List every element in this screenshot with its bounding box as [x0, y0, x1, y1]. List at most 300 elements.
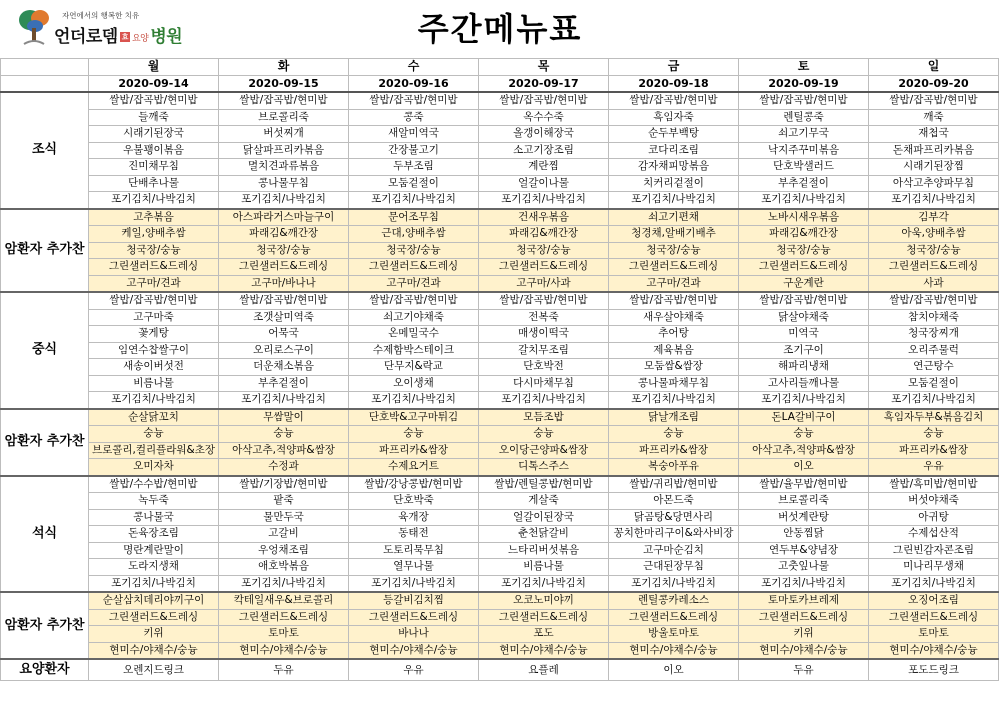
menu-cell: 추어탕: [609, 326, 739, 343]
hospital-name-part1: 언더로뎀: [54, 27, 118, 47]
menu-cell: 포기김치/나박김치: [89, 192, 219, 209]
menu-row: [1, 309, 999, 326]
menu-cell: 쌀밥/잡곡밥/현미밥: [349, 92, 479, 109]
date-header: 2020-09-15: [219, 75, 349, 92]
menu-cell: 포기김치/나박김치: [219, 192, 349, 209]
menu-cell: 숭늉: [349, 426, 479, 443]
menu-cell: 수제요거트: [349, 459, 479, 476]
menu-cell: 돈LA갈비구이: [739, 409, 869, 426]
menu-cell: 청국장/숭늉: [739, 242, 869, 259]
menu-cell: 현미수/야채수/숭늉: [89, 642, 219, 659]
menu-cell: 디톡스주스: [479, 459, 609, 476]
day-header: 목: [479, 59, 609, 76]
menu-cell: 열무나물: [349, 559, 479, 576]
menu-cell: 간장불고기: [349, 142, 479, 159]
menu-row: [1, 326, 999, 343]
menu-cell: 멸치견과류볶음: [219, 159, 349, 176]
menu-cell: 그린샐러드&드레싱: [479, 609, 609, 626]
menu-cell: 파래김&깨간장: [219, 226, 349, 243]
menu-cell: 포기김치/나박김치: [869, 392, 999, 409]
menu-cell: 포기김치/나박김치: [869, 192, 999, 209]
menu-cell: 쌀밥/렌틸콩밥/현미밥: [479, 476, 609, 493]
meal-label: 암환자 추가찬: [1, 592, 89, 659]
menu-row: [1, 192, 999, 209]
menu-cell: 올갱이해장국: [479, 126, 609, 143]
menu-cell: 숭늉: [609, 426, 739, 443]
menu-cell: 포기김치/나박김치: [349, 392, 479, 409]
menu-cell: 파래김&깨간장: [479, 226, 609, 243]
menu-cell: 브로콜리죽: [739, 493, 869, 510]
date-header: 2020-09-17: [479, 75, 609, 92]
meal-label: 조식: [1, 92, 89, 209]
menu-cell: 버섯계란탕: [739, 509, 869, 526]
menu-cell: 키위: [739, 626, 869, 643]
menu-cell: 들깨죽: [89, 109, 219, 126]
menu-cell: 그린샐러드&드레싱: [739, 609, 869, 626]
date-header: 2020-09-14: [89, 75, 219, 92]
menu-cell: 얼갈이된장국: [479, 509, 609, 526]
menu-row: [1, 392, 999, 409]
menu-cell: 콩죽: [349, 109, 479, 126]
menu-row: [1, 342, 999, 359]
menu-cell: 바나나: [349, 626, 479, 643]
menu-cell: 그린샐러드&드레싱: [219, 609, 349, 626]
menu-cell: 안동찜닭: [739, 526, 869, 543]
menu-cell: 쌀밥/잡곡밥/현미밥: [609, 92, 739, 109]
menu-cell: 닭살파프리카볶음: [219, 142, 349, 159]
menu-cell: 그린샐러드&드레싱: [869, 609, 999, 626]
menu-cell: 수제함박스테이크: [349, 342, 479, 359]
menu-cell: 포기김치/나박김치: [89, 392, 219, 409]
menu-row: [1, 175, 999, 192]
date-header-row: [1, 75, 999, 92]
menu-cell: 현미수/야채수/숭늉: [219, 642, 349, 659]
menu-cell: 아몬드죽: [609, 493, 739, 510]
menu-cell: 돈육장조림: [89, 526, 219, 543]
menu-cell: 동태전: [349, 526, 479, 543]
menu-cell: 단호박&고구마튀김: [349, 409, 479, 426]
page-title: 주간메뉴표: [417, 10, 583, 48]
menu-cell: 그린샐러드&드레싱: [219, 259, 349, 276]
menu-cell: 청국장/숭늉: [89, 242, 219, 259]
menu-row: [1, 259, 999, 276]
menu-cell: 쌀밥/율무밥/현미밥: [739, 476, 869, 493]
menu-cell: 요플레: [479, 659, 609, 681]
menu-row: [1, 626, 999, 643]
menu-row: [1, 459, 999, 476]
menu-row: [1, 409, 999, 426]
menu-cell: 청국장/숭늉: [869, 242, 999, 259]
logo-tagline: 자연에서의 행복한 치유: [62, 11, 140, 20]
menu-cell: 현미수/야채수/숭늉: [609, 642, 739, 659]
menu-cell: 얼갈이나물: [479, 175, 609, 192]
menu-cell: 단호박샐러드: [739, 159, 869, 176]
day-header: 금: [609, 59, 739, 76]
menu-cell: 콩나물파채무침: [609, 375, 739, 392]
menu-cell: 키위: [89, 626, 219, 643]
menu-cell: 포기김치/나박김치: [349, 575, 479, 592]
menu-cell: 우엉채조림: [219, 542, 349, 559]
menu-row: [1, 659, 999, 681]
menu-cell: 꽁치한마리구이&와사비장: [609, 526, 739, 543]
menu-cell: 고구마/사과: [479, 275, 609, 292]
menu-cell: 쌀밥/잡곡밥/현미밥: [89, 92, 219, 109]
menu-cell: 아삭고추,적양파&쌈장: [739, 442, 869, 459]
menu-cell: 그린샐러드&드레싱: [89, 609, 219, 626]
menu-row: [1, 292, 999, 309]
menu-cell: 단배추나물: [89, 175, 219, 192]
menu-cell: 오이당근양파&쌈장: [479, 442, 609, 459]
menu-cell: 숭늉: [219, 426, 349, 443]
menu-cell: 쌀밥/수수밥/현미밥: [89, 476, 219, 493]
menu-cell: 그린샐러드&드레싱: [609, 609, 739, 626]
hospital-name-part2: 병원: [150, 27, 183, 47]
menu-cell: 순살닭꼬치: [89, 409, 219, 426]
menu-cell: 그린샐러드&드레싱: [89, 259, 219, 276]
menu-row: [1, 142, 999, 159]
menu-cell: 포기김치/나박김치: [609, 575, 739, 592]
menu-row: [1, 642, 999, 659]
menu-cell: 고구마/견과: [349, 275, 479, 292]
menu-cell: 오렌지드링크: [89, 659, 219, 681]
menu-cell: 쇠고기야채죽: [349, 309, 479, 326]
menu-cell: 케일,양배추쌈: [89, 226, 219, 243]
menu-row: [1, 476, 999, 493]
menu-cell: 연근탕수: [869, 359, 999, 376]
menu-cell: 구운계란: [739, 275, 869, 292]
menu-cell: 녹두죽: [89, 493, 219, 510]
menu-cell: 현미수/야채수/숭늉: [349, 642, 479, 659]
menu-cell: 포기김치/나박김치: [609, 392, 739, 409]
menu-cell: 두부조림: [349, 159, 479, 176]
meal-label: 요양환자: [1, 659, 89, 681]
menu-cell: 렌틸콩카레소스: [609, 592, 739, 609]
menu-cell: 칵테일새우&브로콜리: [219, 592, 349, 609]
menu-cell: 쌀밥/잡곡밥/현미밥: [89, 292, 219, 309]
menu-row: [1, 509, 999, 526]
menu-cell: 육개장: [349, 509, 479, 526]
menu-cell: 청국장찌개: [869, 326, 999, 343]
menu-row: [1, 575, 999, 592]
menu-cell: 옥수수죽: [479, 109, 609, 126]
menu-cell: 도토리묵무침: [349, 542, 479, 559]
date-header: 2020-09-20: [869, 75, 999, 92]
menu-cell: 임연수찹쌀구이: [89, 342, 219, 359]
menu-cell: 미나리무생채: [869, 559, 999, 576]
menu-cell: 등갈비김치찜: [349, 592, 479, 609]
menu-row: [1, 92, 999, 109]
menu-row: [1, 109, 999, 126]
menu-cell: 제육볶음: [609, 342, 739, 359]
date-header: 2020-09-19: [739, 75, 869, 92]
menu-cell: 돈채파프리카볶음: [869, 142, 999, 159]
menu-cell: 그린샐러드&드레싱: [609, 259, 739, 276]
menu-row: [1, 559, 999, 576]
menu-cell: 물만두국: [219, 509, 349, 526]
menu-cell: 흑임자죽: [609, 109, 739, 126]
menu-cell: 렌틸콩죽: [739, 109, 869, 126]
menu-cell: 고구마죽: [89, 309, 219, 326]
menu-row: [1, 542, 999, 559]
menu-cell: 꽃게탕: [89, 326, 219, 343]
menu-row: [1, 609, 999, 626]
corner-cell: [1, 75, 89, 92]
menu-cell: 단호박전: [479, 359, 609, 376]
menu-cell: 새송이버섯전: [89, 359, 219, 376]
menu-cell: 김부각: [869, 209, 999, 226]
menu-cell: 청경채,알배기배추: [609, 226, 739, 243]
menu-cell: 새우살야채죽: [609, 309, 739, 326]
menu-cell: 브로콜리,컬리플라워&초장: [89, 442, 219, 459]
menu-cell: 비름나물: [479, 559, 609, 576]
menu-cell: 두유: [219, 659, 349, 681]
menu-cell: 포기김치/나박김치: [89, 575, 219, 592]
menu-cell: 오미자차: [89, 459, 219, 476]
menu-cell: 청국장/숭늉: [219, 242, 349, 259]
menu-cell: 포기김치/나박김치: [479, 192, 609, 209]
menu-cell: 그린빈감자콘조림: [869, 542, 999, 559]
menu-cell: 조갯살미역죽: [219, 309, 349, 326]
menu-cell: 포기김치/나박김치: [219, 575, 349, 592]
menu-cell: 사과: [869, 275, 999, 292]
menu-cell: 게살죽: [479, 493, 609, 510]
menu-cell: 오이생채: [349, 375, 479, 392]
menu-cell: 재첩국: [869, 126, 999, 143]
menu-cell: 조기구이: [739, 342, 869, 359]
menu-cell: 모둠쌈&쌈장: [609, 359, 739, 376]
menu-row: [1, 359, 999, 376]
corner-cell: [1, 59, 89, 76]
menu-cell: 단무지&락교: [349, 359, 479, 376]
menu-cell: 춘천닭갈비: [479, 526, 609, 543]
menu-cell: 근대,양배추쌈: [349, 226, 479, 243]
menu-cell: 갈치무조림: [479, 342, 609, 359]
menu-cell: 콩나물무침: [219, 175, 349, 192]
menu-row: [1, 375, 999, 392]
menu-cell: 청국장/숭늉: [479, 242, 609, 259]
menu-cell: 수제섭산적: [869, 526, 999, 543]
menu-cell: 순살삼치데리야끼구이: [89, 592, 219, 609]
menu-cell: 우불꽹이볶음: [89, 142, 219, 159]
menu-cell: 쌀밥/강낭콩밥/현미밥: [349, 476, 479, 493]
menu-cell: 소고기장조림: [479, 142, 609, 159]
menu-cell: 포기김치/나박김치: [739, 575, 869, 592]
menu-cell: 토마토: [219, 626, 349, 643]
menu-cell: 버섯찌개: [219, 126, 349, 143]
menu-cell: 진미채무침: [89, 159, 219, 176]
menu-cell: 포기김치/나박김치: [349, 192, 479, 209]
meal-label: 중식: [1, 292, 89, 409]
menu-cell: 애호박볶음: [219, 559, 349, 576]
menu-cell: 명란계란말이: [89, 542, 219, 559]
menu-row: [1, 426, 999, 443]
menu-cell: 고추볶음: [89, 209, 219, 226]
menu-cell: 전복죽: [479, 309, 609, 326]
menu-row: [1, 275, 999, 292]
menu-cell: 오리로스구이: [219, 342, 349, 359]
menu-cell: 쇠고기무국: [739, 126, 869, 143]
menu-cell: 더운채소볶음: [219, 359, 349, 376]
date-header: 2020-09-18: [609, 75, 739, 92]
menu-cell: 포기김치/나박김치: [609, 192, 739, 209]
menu-cell: 고갈비: [219, 526, 349, 543]
menu-cell: 고사리들깨나물: [739, 375, 869, 392]
menu-cell: 오징어조림: [869, 592, 999, 609]
menu-row: [1, 592, 999, 609]
menu-cell: 매생이떡국: [479, 326, 609, 343]
menu-cell: 포기김치/나박김치: [739, 192, 869, 209]
menu-cell: 고구마/견과: [609, 275, 739, 292]
menu-cell: 파프리카&쌈장: [349, 442, 479, 459]
menu-cell: 도라지생채: [89, 559, 219, 576]
menu-cell: 파프리카&쌈장: [609, 442, 739, 459]
menu-cell: 비름나물: [89, 375, 219, 392]
menu-cell: 현미수/야채수/숭늉: [739, 642, 869, 659]
menu-cell: 버섯야채죽: [869, 493, 999, 510]
menu-cell: 두유: [739, 659, 869, 681]
menu-cell: 해파리냉채: [739, 359, 869, 376]
menu-cell: 고춧잎나물: [739, 559, 869, 576]
day-header: 월: [89, 59, 219, 76]
menu-cell: 포기김치/나박김치: [479, 575, 609, 592]
menu-cell: 코다리조림: [609, 142, 739, 159]
menu-cell: 쌀밥/잡곡밥/현미밥: [739, 92, 869, 109]
menu-row: [1, 442, 999, 459]
menu-cell: 쌀밥/잡곡밥/현미밥: [219, 292, 349, 309]
menu-cell: 낙지주꾸미볶음: [739, 142, 869, 159]
menu-row: [1, 126, 999, 143]
menu-cell: 쌀밥/귀리밥/현미밥: [609, 476, 739, 493]
menu-cell: 파프리카&쌈장: [869, 442, 999, 459]
menu-cell: 숭늉: [479, 426, 609, 443]
menu-cell: 방울토마토: [609, 626, 739, 643]
menu-cell: 치커리겉절이: [609, 175, 739, 192]
menu-cell: 아귀탕: [869, 509, 999, 526]
menu-cell: 그린샐러드&드레싱: [739, 259, 869, 276]
menu-cell: 우유: [349, 659, 479, 681]
menu-cell: 미역국: [739, 326, 869, 343]
menu-cell: 쌀밥/잡곡밥/현미밥: [609, 292, 739, 309]
day-header-row: [1, 59, 999, 76]
menu-cell: 고구마/바나나: [219, 275, 349, 292]
menu-cell: 새알미역국: [349, 126, 479, 143]
menu-row: [1, 159, 999, 176]
menu-cell: 쌀밥/잡곡밥/현미밥: [479, 292, 609, 309]
menu-cell: 노바시새우볶음: [739, 209, 869, 226]
menu-cell: 쌀밥/흑미밥/현미밥: [869, 476, 999, 493]
menu-cell: 문어조무침: [349, 209, 479, 226]
menu-cell: 포도: [479, 626, 609, 643]
logo-badge: 효: [121, 33, 128, 41]
menu-cell: 고구마/견과: [89, 275, 219, 292]
menu-cell: 포기김치/나박김치: [479, 392, 609, 409]
menu-cell: 닭살야채죽: [739, 309, 869, 326]
menu-cell: 흑임자두부&볶음김치: [869, 409, 999, 426]
menu-cell: 우유: [869, 459, 999, 476]
weekly-menu-table: [0, 58, 999, 681]
menu-cell: 포기김치/나박김치: [219, 392, 349, 409]
menu-cell: 부추겉절이: [739, 175, 869, 192]
menu-cell: 시래기된장국: [89, 126, 219, 143]
menu-cell: 느타리버섯볶음: [479, 542, 609, 559]
menu-cell: 파래김&깨간장: [739, 226, 869, 243]
meal-label: 암환자 추가찬: [1, 209, 89, 293]
menu-cell: 포기김치/나박김치: [869, 575, 999, 592]
menu-cell: 토마토카브레제: [739, 592, 869, 609]
menu-cell: 부추겉절이: [219, 375, 349, 392]
menu-cell: 오리주물럭: [869, 342, 999, 359]
menu-cell: 모둠겉절이: [349, 175, 479, 192]
menu-row: [1, 209, 999, 226]
menu-cell: 다시마채무침: [479, 375, 609, 392]
menu-cell: 고구마순김치: [609, 542, 739, 559]
menu-cell: 이오: [739, 459, 869, 476]
day-header: 토: [739, 59, 869, 76]
date-header: 2020-09-16: [349, 75, 479, 92]
menu-cell: 숭늉: [869, 426, 999, 443]
menu-cell: 쌀밥/잡곡밥/현미밥: [869, 292, 999, 309]
header: [0, 0, 1000, 58]
menu-cell: 아삭고추양파무침: [869, 175, 999, 192]
menu-row: [1, 493, 999, 510]
menu-row: [1, 526, 999, 543]
menu-cell: 감자채피망볶음: [609, 159, 739, 176]
menu-cell: 모둠겉절이: [869, 375, 999, 392]
menu-cell: 브로콜리죽: [219, 109, 349, 126]
menu-cell: 순두부백탕: [609, 126, 739, 143]
menu-cell: 포기김치/나박김치: [739, 392, 869, 409]
menu-row: [1, 242, 999, 259]
menu-cell: 오코노미야끼: [479, 592, 609, 609]
menu-cell: 쌀밥/잡곡밥/현미밥: [219, 92, 349, 109]
menu-cell: 콩나물국: [89, 509, 219, 526]
menu-cell: 그린샐러드&드레싱: [869, 259, 999, 276]
menu-cell: 팥죽: [219, 493, 349, 510]
menu-cell: 연두부&양념장: [739, 542, 869, 559]
menu-cell: 현미수/야채수/숭늉: [479, 642, 609, 659]
menu-cell: 온메밀국수: [349, 326, 479, 343]
menu-cell: 아욱,양배추쌈: [869, 226, 999, 243]
menu-cell: 무쌈말이: [219, 409, 349, 426]
logo-sub: 요양: [131, 33, 149, 44]
menu-cell: 아스파라거스마늘구이: [219, 209, 349, 226]
menu-cell: 숭늉: [739, 426, 869, 443]
menu-cell: 그린샐러드&드레싱: [349, 609, 479, 626]
menu-cell: 토마토: [869, 626, 999, 643]
menu-cell: 청국장/숭늉: [349, 242, 479, 259]
menu-cell: 그린샐러드&드레싱: [479, 259, 609, 276]
menu-cell: 현미수/야채수/숭늉: [869, 642, 999, 659]
menu-cell: 복숭아푸유: [609, 459, 739, 476]
menu-cell: 모듬조밥: [479, 409, 609, 426]
menu-cell: 참치야채죽: [869, 309, 999, 326]
menu-row: [1, 226, 999, 243]
meal-label: 암환자 추가찬: [1, 409, 89, 476]
menu-cell: 쌀밥/기장밥/현미밥: [219, 476, 349, 493]
menu-cell: 건새우볶음: [479, 209, 609, 226]
menu-cell: 아삭고추,적양파&쌈장: [219, 442, 349, 459]
meal-label: 석식: [1, 476, 89, 593]
menu-cell: 시래기된장찜: [869, 159, 999, 176]
day-header: 수: [349, 59, 479, 76]
menu-cell: 쌀밥/잡곡밥/현미밥: [869, 92, 999, 109]
menu-cell: 단호박죽: [349, 493, 479, 510]
menu-cell: 쌀밥/잡곡밥/현미밥: [479, 92, 609, 109]
menu-cell: 계란찜: [479, 159, 609, 176]
menu-cell: 숭늉: [89, 426, 219, 443]
day-header: 일: [869, 59, 999, 76]
menu-cell: 수정과: [219, 459, 349, 476]
